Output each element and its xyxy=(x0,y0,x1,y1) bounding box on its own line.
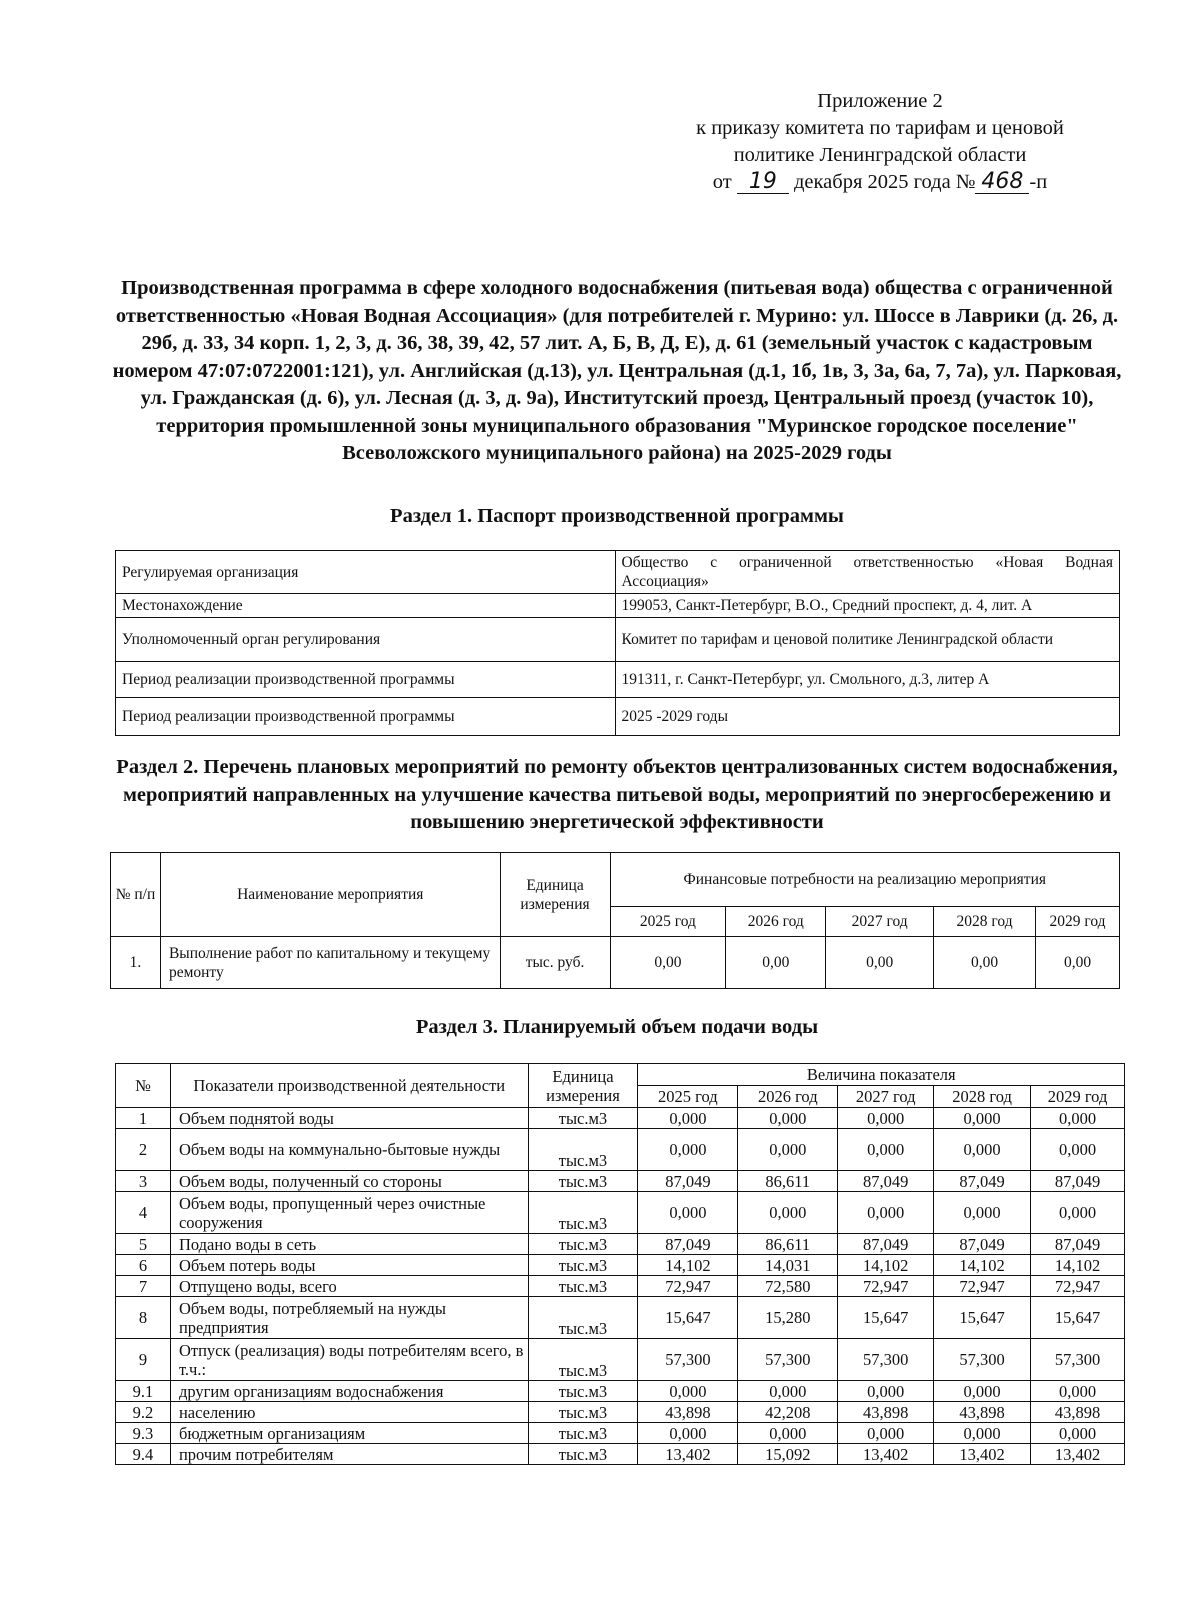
row-value: 87,049 xyxy=(934,1171,1031,1192)
row-value: 15,092 xyxy=(738,1444,838,1465)
document-title: Производственная программа в сфере холодного водоснабжения (питьевая вода) общества с ограниченной ответственностью «Новая Водная Ассоциация» (для потребителей г. Мурино: ул. Шоссе в Лаврики (д. 26, д. 29б, д. 33, 34 корп. 1, 2, 3, д. 36, 38, 39, 42, 57 лит. А, Б, В, Д, Е), д. 61 (земельный участок с кадастровым номером 47:07:0722001:121), ул. Английская (д.13), ул. Центральная (д.1, 1б, 1в, 3, 3а, 6а, 7, 7а), ул. Парковая, ул. Гражданская (д. 6), ул. Лесная (д. 3, д. 9а), Институтский проезд, Центральный проезд (участок 10), территория промышленной зоны муниципального образования "Муринское городское поселение" Всеволожского муниципального района) на 2025-2029 годы xyxy=(112,277,1122,464)
row-value: 14,102 xyxy=(1031,1255,1125,1276)
section3-heading: Раздел 3. Планируемый объем подачи воды xyxy=(415,1016,819,1038)
row-value: 86,611 xyxy=(738,1171,838,1192)
col-header-name: Наименование мероприятия xyxy=(160,853,500,937)
row-value: 15,647 xyxy=(838,1297,934,1339)
row-value: 0,000 xyxy=(934,1192,1031,1234)
row-value: 0,000 xyxy=(934,1381,1031,1402)
table-row xyxy=(116,551,1120,594)
repair-activities-table xyxy=(110,852,1120,989)
row-num: 5 xyxy=(116,1234,171,1255)
water-supply-volume-table xyxy=(115,1063,1125,1465)
handwritten-order-number: 468 xyxy=(975,171,1029,194)
row-unit: тыс.м3 xyxy=(528,1171,638,1192)
row-value: 87,049 xyxy=(1031,1171,1125,1192)
passport-label: Период реализации производственной программы xyxy=(116,662,616,698)
row-value: 43,898 xyxy=(638,1402,738,1423)
table-row xyxy=(116,594,1120,618)
row-name: Выполнение работ по капитальному и текущему ремонту xyxy=(160,937,500,989)
row-num: 3 xyxy=(116,1171,171,1192)
row-value: 0,000 xyxy=(1031,1108,1125,1129)
row-value: 0,000 xyxy=(738,1423,838,1444)
passport-label: Местонахождение xyxy=(116,594,616,618)
row-value: 0,000 xyxy=(638,1129,738,1171)
row-value: 72,947 xyxy=(1031,1276,1125,1297)
row-value: 0,000 xyxy=(934,1129,1031,1171)
row-value: 14,102 xyxy=(638,1255,738,1276)
row-value: 0,00 xyxy=(610,937,726,989)
row-value: 13,402 xyxy=(934,1444,1031,1465)
table-row xyxy=(116,1171,1125,1192)
row-value: 0,000 xyxy=(934,1423,1031,1444)
table-row xyxy=(116,1402,1125,1423)
row-num: 2 xyxy=(116,1129,171,1171)
row-unit: тыс.м3 xyxy=(528,1402,638,1423)
row-value: 0,000 xyxy=(638,1192,738,1234)
row-value: 0,00 xyxy=(1036,937,1120,989)
row-value: 0,000 xyxy=(1031,1192,1125,1234)
row-value: 0,000 xyxy=(738,1129,838,1171)
table-header-row xyxy=(111,853,1120,907)
row-value: 0,000 xyxy=(1031,1381,1125,1402)
appendix-header xyxy=(660,88,1100,196)
row-value: 0,000 xyxy=(838,1192,934,1234)
row-value: 87,049 xyxy=(638,1234,738,1255)
row-value: 43,898 xyxy=(838,1402,934,1423)
row-value: 0,000 xyxy=(738,1381,838,1402)
table-row xyxy=(116,1108,1125,1129)
row-num: 7 xyxy=(116,1276,171,1297)
row-value: 86,611 xyxy=(738,1234,838,1255)
appendix-authority-line: политике Ленинградской области xyxy=(733,144,1027,166)
col-header-group: Финансовые потребности на реализацию мероприятия xyxy=(610,853,1120,907)
col-header-unit: Единица измерения xyxy=(500,853,610,937)
appendix-date-line xyxy=(660,169,1100,196)
row-value: 0,000 xyxy=(738,1192,838,1234)
table-header-row xyxy=(116,1064,1125,1086)
row-value: 87,049 xyxy=(638,1171,738,1192)
row-value: 15,647 xyxy=(638,1297,738,1339)
table-row xyxy=(116,1381,1125,1402)
row-value: 87,049 xyxy=(1031,1234,1125,1255)
passport-label: Уполномоченный орган регулирования xyxy=(116,618,616,662)
row-value: 0,00 xyxy=(934,937,1036,989)
row-unit: тыс.м3 xyxy=(528,1276,638,1297)
col-header-num: № п/п xyxy=(111,853,161,937)
row-num: 1 xyxy=(116,1108,171,1129)
row-unit: тыс.м3 xyxy=(528,1234,638,1255)
passport-value: 2025 -2029 годы xyxy=(615,698,1120,736)
row-name: Объем воды на коммунально-бытовые нужды xyxy=(170,1129,528,1171)
table-row xyxy=(116,1339,1125,1381)
table-row xyxy=(116,1276,1125,1297)
row-num: 6 xyxy=(116,1255,171,1276)
row-unit: тыс.м3 xyxy=(528,1108,638,1129)
table-body xyxy=(116,1108,1125,1465)
col-header-year: 2026 год xyxy=(738,1086,838,1108)
section2-heading: Раздел 2. Перечень плановых мероприятий по ремонту объектов централизованных систем водоснабжения, мероприятий направленных на улучшение качества питьевой воды, мероприятий по энергосбережению и повышению энергетической эффективности xyxy=(116,756,1118,833)
row-unit: тыс.м3 xyxy=(528,1444,638,1465)
row-value: 87,049 xyxy=(838,1171,934,1192)
passport-table xyxy=(115,550,1120,736)
handwritten-day: 19 xyxy=(737,171,789,194)
row-unit: тыс.м3 xyxy=(528,1423,638,1444)
col-header-year: 2025 год xyxy=(610,907,726,937)
row-value: 0,000 xyxy=(838,1381,934,1402)
table-row xyxy=(116,698,1120,736)
table-row xyxy=(116,1444,1125,1465)
row-value: 57,300 xyxy=(1031,1339,1125,1381)
row-name: Объем воды, потребляемый на нужды предприятия xyxy=(170,1297,528,1339)
row-value: 42,208 xyxy=(738,1402,838,1423)
passport-value: 199053, Санкт-Петербург, В.О., Средний проспект, д. 4, лит. А xyxy=(615,594,1120,618)
col-header-year: 2028 год xyxy=(934,907,1036,937)
passport-label: Период реализации производственной программы xyxy=(116,698,616,736)
row-value: 72,580 xyxy=(738,1276,838,1297)
row-value: 0,00 xyxy=(826,937,934,989)
appendix-title: Приложение 2 xyxy=(817,90,943,112)
passport-label: Регулируемая организация xyxy=(116,551,616,594)
row-value: 14,102 xyxy=(838,1255,934,1276)
row-name: бюджетным организациям xyxy=(170,1423,528,1444)
passport-value: 191311, г. Санкт-Петербург, ул. Смольного, д.3, литер А xyxy=(615,662,1120,698)
row-value: 87,049 xyxy=(838,1234,934,1255)
row-value: 0,000 xyxy=(838,1108,934,1129)
passport-value: Общество с ограниченной ответственностью «Новая Водная Ассоциация» xyxy=(615,551,1120,594)
row-value: 57,300 xyxy=(934,1339,1031,1381)
row-unit: тыс.м3 xyxy=(528,1129,638,1171)
row-num: 9.4 xyxy=(116,1444,171,1465)
row-value: 0,000 xyxy=(1031,1423,1125,1444)
row-num: 9.3 xyxy=(116,1423,171,1444)
row-value: 0,000 xyxy=(838,1423,934,1444)
row-unit: тыс.м3 xyxy=(528,1381,638,1402)
table-row xyxy=(116,618,1120,662)
row-name: Объем воды, пропущенный через очистные сооружения xyxy=(170,1192,528,1234)
row-num: 4 xyxy=(116,1192,171,1234)
order-suffix: -п xyxy=(1029,171,1048,193)
row-value: 43,898 xyxy=(934,1402,1031,1423)
table-row xyxy=(116,662,1120,698)
section1-heading: Раздел 1. Паспорт производственной программы xyxy=(390,505,844,527)
row-value: 43,898 xyxy=(1031,1402,1125,1423)
table-row xyxy=(111,937,1120,989)
col-header-group: Величина показателя xyxy=(638,1064,1125,1086)
row-value: 0,000 xyxy=(738,1108,838,1129)
row-value: 14,102 xyxy=(934,1255,1031,1276)
table-row xyxy=(116,1234,1125,1255)
row-value: 13,402 xyxy=(838,1444,934,1465)
row-name: Отпуск (реализация) воды потребителям всего, в т.ч.: xyxy=(170,1339,528,1381)
table-row xyxy=(116,1423,1125,1444)
row-value: 72,947 xyxy=(934,1276,1031,1297)
table-row xyxy=(116,1297,1125,1339)
col-header-year: 2025 год xyxy=(638,1086,738,1108)
row-value: 13,402 xyxy=(1031,1444,1125,1465)
row-value: 72,947 xyxy=(838,1276,934,1297)
row-value: 15,647 xyxy=(934,1297,1031,1339)
table-row xyxy=(116,1192,1125,1234)
col-header-year: 2029 год xyxy=(1031,1086,1125,1108)
row-unit: тыс. руб. xyxy=(500,937,610,989)
row-name: другим организациям водоснабжения xyxy=(170,1381,528,1402)
date-prefix: от xyxy=(712,171,732,193)
col-header-unit: Единица измерения xyxy=(528,1064,638,1108)
row-value: 15,280 xyxy=(738,1297,838,1339)
row-name: прочим потребителям xyxy=(170,1444,528,1465)
row-value: 0,000 xyxy=(934,1108,1031,1129)
col-header-year: 2029 год xyxy=(1036,907,1120,937)
date-middle: декабря 2025 года № xyxy=(793,171,976,193)
row-value: 14,031 xyxy=(738,1255,838,1276)
col-header-name: Показатели производственной деятельности xyxy=(170,1064,528,1108)
row-value: 87,049 xyxy=(934,1234,1031,1255)
row-value: 13,402 xyxy=(638,1444,738,1465)
col-header-year: 2026 год xyxy=(726,907,826,937)
row-name: Отпущено воды, всего xyxy=(170,1276,528,1297)
row-value: 0,000 xyxy=(638,1423,738,1444)
appendix-order-line: к приказу комитета по тарифам и ценовой xyxy=(696,117,1064,139)
row-unit: тыс.м3 xyxy=(528,1255,638,1276)
col-header-year: 2027 год xyxy=(826,907,934,937)
row-unit: тыс.м3 xyxy=(528,1339,638,1381)
row-num: 9.2 xyxy=(116,1402,171,1423)
row-num: 9 xyxy=(116,1339,171,1381)
row-num: 1. xyxy=(111,937,161,989)
row-unit: тыс.м3 xyxy=(528,1192,638,1234)
row-name: Объем потерь воды xyxy=(170,1255,528,1276)
col-header-year: 2028 год xyxy=(934,1086,1031,1108)
row-value: 0,000 xyxy=(638,1108,738,1129)
table-row xyxy=(116,1255,1125,1276)
row-unit: тыс.м3 xyxy=(528,1297,638,1339)
row-value: 57,300 xyxy=(638,1339,738,1381)
col-header-year: 2027 год xyxy=(838,1086,934,1108)
row-name: Объем поднятой воды xyxy=(170,1108,528,1129)
row-value: 72,947 xyxy=(638,1276,738,1297)
row-name: населению xyxy=(170,1402,528,1423)
row-name: Объем воды, полученный со стороны xyxy=(170,1171,528,1192)
row-value: 57,300 xyxy=(838,1339,934,1381)
row-value: 0,000 xyxy=(638,1381,738,1402)
row-value: 15,647 xyxy=(1031,1297,1125,1339)
row-value: 0,00 xyxy=(726,937,826,989)
table-row xyxy=(116,1129,1125,1171)
passport-value: Комитет по тарифам и ценовой политике Ленинградской области xyxy=(615,618,1120,662)
row-value: 0,000 xyxy=(1031,1129,1125,1171)
row-num: 9.1 xyxy=(116,1381,171,1402)
col-header-num: № xyxy=(116,1064,171,1108)
row-value: 57,300 xyxy=(738,1339,838,1381)
row-num: 8 xyxy=(116,1297,171,1339)
row-value: 0,000 xyxy=(838,1129,934,1171)
row-name: Подано воды в сеть xyxy=(170,1234,528,1255)
